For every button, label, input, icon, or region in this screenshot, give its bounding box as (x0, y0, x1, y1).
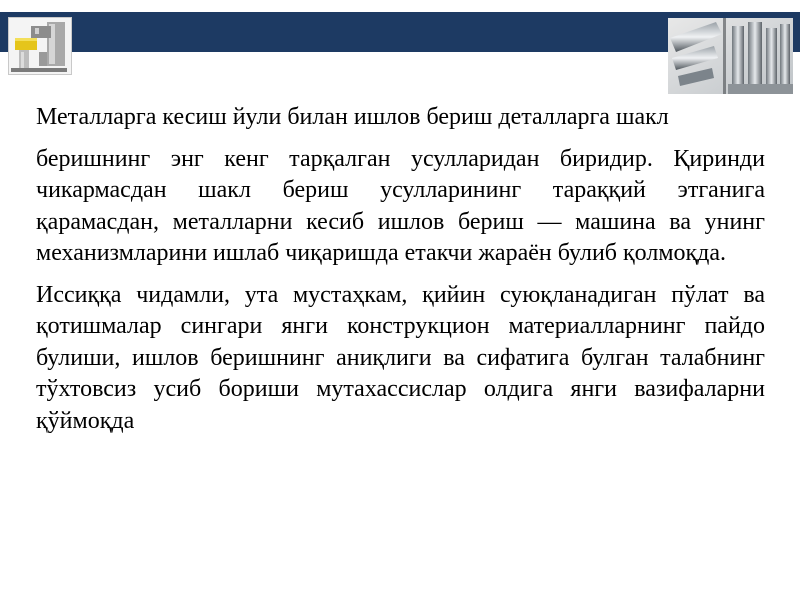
machine-tool-icon (8, 17, 72, 75)
paragraph-2: Иссиққа чидамли, ута мустаҳкам, қийин суюқланадиган пўлат ва қотишмалар сингари янги конструкцион материалларнинг пайдо булиши, ишлов беришнинг аниқлиги ва сифатига булган талабнинг тўхтовсиз усиб бориши мутахассислар олдига янги вазифаларни қўймоқда (36, 281, 765, 434)
paragraph-1: беришнинг энг кенг тарқалган усулларидан биридир. Қиринди чикармасдан шакл бериш усулларининг тараққий этганига қарамасдан, металларни кесиб ишлов бериш — машина ва унинг механизмларини ишлаб чиқаришда етакчи жараён булиб қолмоқда. (36, 145, 765, 266)
text-line-1: Металларга кесиш йули билан ишлов бериш деталларга шакл (36, 104, 669, 130)
cutting-tools-photo (668, 18, 793, 94)
text-content (36, 102, 765, 437)
